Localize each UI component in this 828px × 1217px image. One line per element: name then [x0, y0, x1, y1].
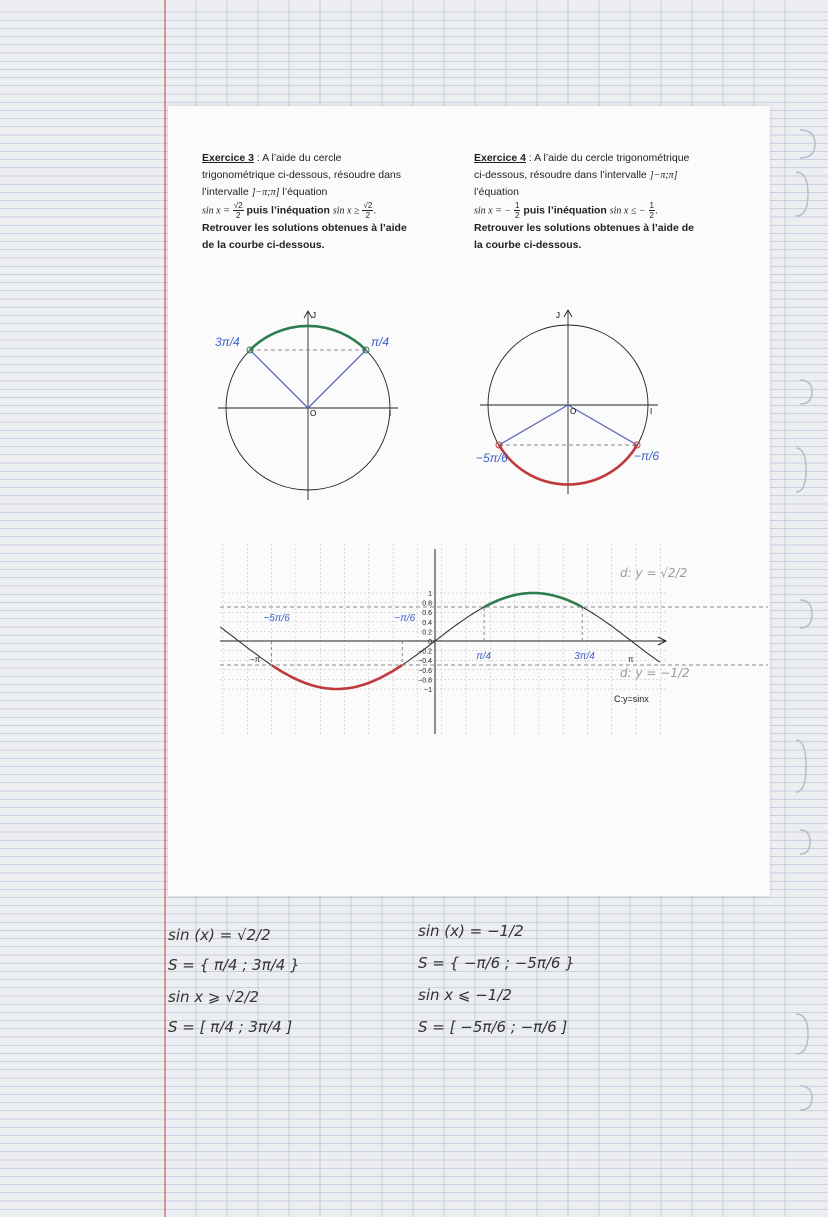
- line-d1-label: d: y = √2/2: [620, 566, 688, 580]
- radius-3pi4: [250, 350, 308, 408]
- exercise-4-ineq-fraction: $\frac{1}{2}$: [649, 201, 654, 220]
- hw-left-line-1: sin (x) = √2/2: [168, 926, 271, 944]
- exercise-4-ineq-word: puis l’inéquation: [523, 204, 607, 217]
- exercise-4-retrieve: Retrouver les solutions obtenues à l’aide de la courbe ci-dessous.: [474, 222, 694, 251]
- hw-left-line-4: S = [ π/4 ; 3π/4 ]: [168, 1018, 293, 1036]
- y-tick-label: −0.4: [418, 658, 432, 666]
- exercise-3-text: Exercice 3 : A l’aide du cercle trigonométrique ci-dessous, résoudre dans l’intervalle ]−π;π] l’équation sin x = $\frac{√2}{2}$ puis l’inéquation sin x ≥ $\frac{√2}{2}$ . Retrouver les solutions obtenues à l’aide de la courbe ci-dessous.: [202, 152, 407, 251]
- label-O: O: [570, 407, 577, 416]
- y-tick-label: 0.4: [422, 619, 432, 627]
- annotation-pi4: π/4: [371, 335, 390, 349]
- exercise-4-text: Exercice 4 : A l’aide du cercle trigonométrique ci-dessous, résoudre dans l’intervalle ]−π;π] l’équation sin x = − $\frac{1}{2}$ puis l’inéquation sin x ≤ − $\frac{1}{2}$ . Retrouver les solutions obtenues à l’aide de la courbe ci-dessous.: [474, 152, 694, 251]
- graph-grid: [220, 544, 668, 734]
- exercise-3-retrieve: Retrouver les solutions obtenues à l’aide de la courbe ci-dessous.: [202, 222, 407, 251]
- label-I: I: [650, 407, 653, 416]
- exercise-3-eq-fraction: $\frac{√2}{2}$: [233, 201, 243, 220]
- pi-label: π: [628, 655, 634, 664]
- annotation-negpi6: −π/6: [634, 449, 660, 463]
- y-tick-label: −0.8: [418, 677, 432, 685]
- sine-graph: [220, 534, 768, 734]
- hw-right-line-4: S = [ −5π/6 ; −π/6 ]: [418, 1018, 568, 1036]
- y-tick-label: −0.6: [418, 667, 432, 675]
- y-tick-label: −0.2: [418, 648, 432, 656]
- hw-left-line-3: sin x ⩾ √2/2: [168, 988, 259, 1006]
- hw-right-line-2: S = { −π/6 ; −5π/6 }: [418, 954, 575, 972]
- hw-right-line-3: sin x ⩽ −1/2: [418, 986, 512, 1004]
- curve-annotation: π/4: [476, 651, 492, 662]
- label-J: J: [556, 311, 560, 320]
- radius-neg5pi6: [499, 405, 568, 445]
- green-curve-section: [484, 593, 582, 607]
- y-tick-label: 1: [428, 591, 432, 598]
- graph-y-tick-labels: [418, 591, 432, 694]
- neg-pi-label: −π: [250, 655, 261, 664]
- exercise-3-ineq-fraction: $\frac{√2}{2}$: [363, 201, 373, 220]
- radius-pi4: [308, 350, 366, 408]
- exercise-4-equation-word: l’équation: [474, 186, 519, 198]
- exercise-4-ineq-left: sin x ≤ −: [609, 205, 646, 217]
- exercise-3-eq-left: sin x =: [202, 205, 230, 217]
- curve-annotation: −π/6: [394, 613, 416, 624]
- printed-worksheet: [168, 106, 770, 896]
- exercise-3-ineq-left: sin x ≥: [332, 205, 360, 217]
- y-tick-label: 0.2: [422, 629, 432, 637]
- curve-annotation: 3π/4: [574, 651, 595, 662]
- exercise-3-equation-word: l’équation: [282, 186, 328, 198]
- exercise-4-eq-left: sin x = −: [474, 205, 512, 217]
- hw-right-line-1: sin (x) = −1/2: [418, 922, 524, 940]
- trig-circle-exercise-4: [476, 304, 676, 504]
- exercise-3-ineq-word: puis l’inéquation: [246, 204, 330, 217]
- label-O: O: [310, 409, 317, 418]
- exercise-4-intro: : A l’aide du cercle trigonométrique ci-dessous, résoudre dans l’intervalle: [474, 152, 690, 181]
- radius-negpi6: [568, 405, 637, 445]
- exercise-3-interval: ]−π;π]: [251, 187, 280, 198]
- hw-left-line-2: S = { π/4 ; 3π/4 }: [168, 956, 300, 974]
- exercise-3-intro: : A l’aide du cercle trigonométrique ci-dessous, résoudre dans l’intervalle: [202, 152, 402, 198]
- curve-label: C:y=sinx: [614, 694, 649, 704]
- red-curve-section: [271, 665, 402, 689]
- line-d2-label: d: y = −1/2: [620, 666, 690, 680]
- annotation-3pi4: 3π/4: [215, 335, 240, 349]
- trig-circle-exercise-3: [213, 304, 403, 504]
- y-tick-label: 0: [428, 639, 432, 646]
- annotation-neg5pi6: −5π/6: [476, 451, 508, 465]
- y-tick-label: −1: [424, 687, 432, 694]
- exercise-3-title: Exercice 3: [202, 152, 254, 164]
- curve-annotation: −5π/6: [263, 613, 290, 624]
- y-tick-label: 0.6: [422, 610, 432, 618]
- label-J: J: [312, 311, 316, 320]
- exercise-4-eq-fraction: $\frac{1}{2}$: [515, 201, 520, 220]
- exercise-4-title: Exercice 4: [474, 152, 526, 164]
- label-I: I: [389, 409, 392, 418]
- y-tick-label: 0.8: [422, 600, 432, 608]
- exercise-4-interval: ]−π;π]: [649, 170, 678, 181]
